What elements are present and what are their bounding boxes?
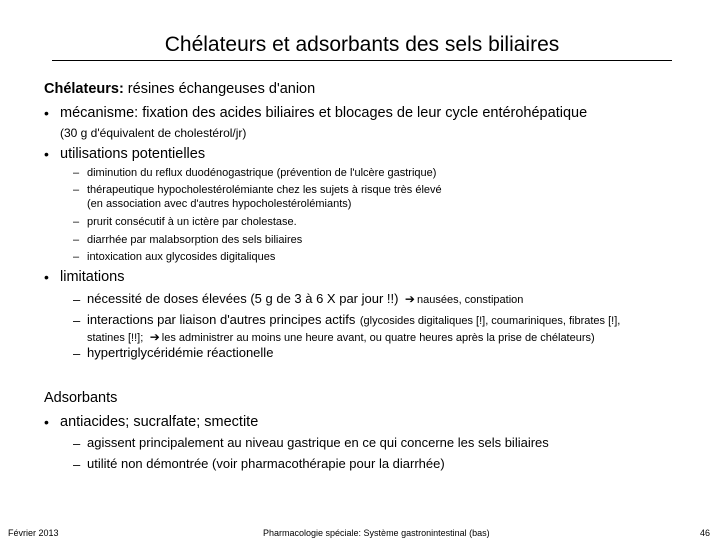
- chelateurs-heading-bold: Chélateurs:: [44, 81, 124, 97]
- arrow-right-icon: ➔: [404, 292, 415, 306]
- limitation-item-cont: [87, 328, 595, 346]
- limitation-item: [87, 290, 523, 308]
- dash-glyph: –: [73, 184, 80, 196]
- dash-glyph: –: [73, 251, 80, 263]
- dash-glyph: –: [73, 346, 81, 361]
- dash-glyph: –: [73, 292, 81, 307]
- chelateurs-heading-rest: résines échangeuses d'anion: [123, 81, 316, 97]
- limitation-2-cont-b: les administrer au moins une heure avant, ou quatre heures après la prise de chélateurs): [161, 332, 595, 344]
- title-divider: [52, 60, 672, 61]
- utilisation-item: thérapeutique hypocholestérolémiante chez les sujets à risque très élevé: [87, 184, 442, 196]
- footer-page-number: 46: [700, 528, 711, 538]
- utilisation-item: diminution du reflux duodénogastrique (prévention de l'ulcère gastrique): [87, 167, 437, 179]
- adsorbant-item: utilité non démontrée (voir pharmacothérapie pour la diarrhée): [87, 456, 445, 471]
- adsorbant-item: agissent principalement au niveau gastrique en ce qui concerne les sels biliaires: [87, 435, 549, 450]
- bullet-adsorbants: antiacides; sucralfate; smectite: [60, 414, 259, 430]
- utilisation-item-cont: (en association avec d'autres hypocholestérolémiants): [87, 198, 352, 210]
- limitation-item: [87, 311, 620, 329]
- bullet-limitations-glyph: •: [44, 269, 49, 285]
- dash-glyph: –: [73, 313, 81, 328]
- bullet-limitations: limitations: [60, 269, 125, 285]
- limitation-2-small: (glycosides digitaliques [!], coumariniques, fibrates [!],: [359, 315, 621, 327]
- footer-course: Pharmacologie spéciale: Système gastronintestinal (bas): [263, 528, 490, 538]
- utilisation-item: diarrhée par malabsorption des sels biliaires: [87, 234, 303, 246]
- bullet-utilisations: utilisations potentielles: [60, 146, 206, 162]
- limitation-2-cont-a: statines [!!];: [87, 332, 144, 344]
- mecanisme-note: (30 g d'équivalent de cholestérol/jr): [60, 126, 247, 140]
- bullet-utilisations-glyph: •: [44, 146, 49, 162]
- dash-glyph: –: [73, 167, 80, 179]
- dash-glyph: –: [73, 216, 80, 228]
- limitation-item: hypertriglycéridémie réactionelle: [87, 345, 274, 360]
- limitation-2-main: interactions par liaison d'autres principes actifs: [87, 312, 356, 327]
- bullet-adsorbants-glyph: •: [44, 414, 49, 430]
- slide-title: Chélateurs et adsorbants des sels biliaires: [164, 33, 560, 56]
- dash-glyph: –: [73, 457, 81, 472]
- bullet-mecanisme: mécanisme: fixation des acides biliaires et blocages de leur cycle entérohépatique: [60, 105, 588, 121]
- limitation-1-small: nausées, constipation: [416, 294, 524, 306]
- utilisation-item: prurit consécutif à un ictère par cholestase.: [87, 216, 297, 228]
- dash-glyph: –: [73, 436, 81, 451]
- adsorbants-heading: Adsorbants: [44, 390, 118, 406]
- bullet-mecanisme-glyph: •: [44, 105, 49, 121]
- chelateurs-heading: [44, 81, 315, 97]
- limitation-1-main: nécessité de doses élevées (5 g de 3 à 6 X par jour !!): [87, 291, 399, 306]
- arrow-right-icon: ➔: [149, 330, 160, 344]
- dash-glyph: –: [73, 234, 80, 246]
- utilisation-item: intoxication aux glycosides digitaliques: [87, 251, 276, 263]
- footer-date: Février 2013: [8, 528, 59, 538]
